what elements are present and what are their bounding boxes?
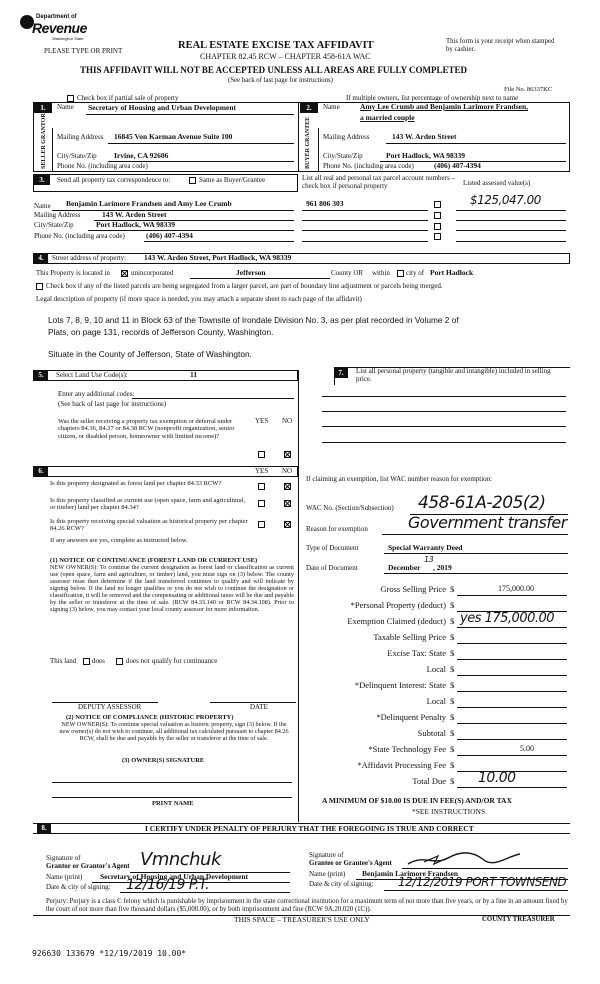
county-treasurer: COUNTY TREASURER: [482, 916, 555, 923]
form-chapter: CHAPTER 82.45 RCW – CHAPTER 458-61A WAC: [200, 52, 371, 61]
additional-codes-line: [132, 398, 294, 399]
personal-property-label: List all personal property (tangible and intangible) included in selling price.: [356, 367, 551, 383]
corr-phone-line: [144, 241, 294, 242]
current-use-question: Is this property classified as current use (open space, farm and agricultural, or timber) land per chapter 84.34?: [50, 497, 246, 512]
please-type: PLEASE TYPE OR PRINT: [44, 47, 123, 55]
parcel-number[interactable]: 961 806 303: [306, 199, 344, 208]
left-column-border: [298, 370, 299, 822]
buyer-address[interactable]: 143 W. Arden Street: [392, 132, 457, 141]
seller-name-label: Name: [57, 103, 74, 111]
logo-state: Washington State: [52, 36, 84, 41]
corr-phone[interactable]: (406) 407-4394: [146, 231, 193, 240]
wac-value[interactable]: 458-61A-205(2): [418, 493, 546, 513]
county-line: [190, 278, 330, 279]
grantor-name-label: Name (print): [46, 873, 83, 881]
owner-signature-label: (3) OWNER(S) SIGNATURE: [122, 757, 205, 764]
section-7-number: 7.: [334, 368, 348, 378]
partial-sale-checkbox[interactable]: [67, 95, 74, 102]
tax-row-line: [457, 691, 567, 692]
land-use-no: NO: [282, 417, 293, 425]
section-4-number: 4.: [34, 253, 48, 263]
notice-compliance-title: (2) NOTICE OF COMPLIANCE (HISTORIC PROPERTY): [66, 714, 234, 721]
buyer-city[interactable]: Port Hadlock, WA 98339: [386, 151, 466, 160]
grantor-name[interactable]: Secretary of Housing and Urban Development: [100, 872, 248, 881]
tax-row: [300, 611, 570, 632]
partial-sale-label: Check box if partial sale of property: [77, 94, 179, 102]
tax-row-value[interactable]: 10.00: [478, 770, 516, 786]
assessed-line-1: [456, 210, 566, 211]
buyer-phone-label: Phone No. (including area code): [323, 162, 414, 170]
owner-signature-line-2: [52, 797, 292, 798]
section-2-number: 2.: [300, 103, 318, 113]
tax-row-dollar: $: [450, 696, 455, 706]
section-6-yes: YES: [255, 467, 269, 475]
section-3-number: 3.: [34, 175, 50, 185]
wac-label: WAC No. (Section/Subsection): [306, 504, 394, 512]
assessor-date: DATE: [250, 703, 268, 711]
continuance-does-not-checkbox[interactable]: [116, 658, 123, 665]
notice-continuance-body: NEW OWNER(S): To continue the current designation as forest land or classification as current use (open space, farm and agriculture, or timber) land, you must sign on (3) below. The county assessor must then determine if the land transferred continues to qualify and will indicate by signing below. If the land no longer qualifies or you do not wish to continue the designation or classification, it will be removed and the compensating or additional taxes will be due and payable by the seller or transferor at the time of sale. (RCW 84.33.140 or RCW 84.34.108). Prior to signing (3) below, you may contact your local county assessor for more information.: [50, 564, 294, 613]
tax-row-label: Local: [426, 696, 446, 706]
tax-row-value[interactable]: 175,000.00: [498, 584, 534, 593]
tax-row-dollar: $: [450, 680, 455, 690]
buyer-phone[interactable]: (406) 407-4394: [434, 161, 481, 170]
tax-row-dollar: $: [450, 776, 455, 786]
continuance-does-not-label: does not: [126, 657, 150, 665]
corr-city-label: City/State/Zip: [34, 221, 74, 229]
tax-row-line: [457, 723, 567, 724]
doc-date-prefix[interactable]: December: [388, 563, 421, 572]
tax-exemption-yes-checkbox[interactable]: [258, 451, 265, 458]
tax-row: [300, 632, 570, 648]
city-of-checkbox[interactable]: [397, 270, 404, 277]
legal-line-3[interactable]: Situate in the County of Jefferson, State of Washington.: [48, 349, 252, 359]
qualify-label: qualify for continuance: [152, 657, 218, 665]
tax-row-line: [457, 643, 567, 644]
historic-question: Is this property receiving special valuation as historical property per chapter 84.26 RCW?: [50, 518, 248, 533]
tax-row-dollar: $: [450, 616, 455, 626]
buyer-side-line: [318, 128, 319, 172]
parcel-line-2: [302, 220, 428, 221]
land-use-label: Select Land Use Code(s):: [56, 371, 128, 379]
doc-type-label: Type of Document: [306, 544, 359, 552]
buyer-name-label: Name: [323, 103, 340, 111]
exemption-claim-label: If claiming an exemption, list WAC number reason for exemption:: [306, 475, 493, 483]
forest-yes-checkbox[interactable]: [258, 483, 265, 490]
grantor-date-label: Date & city of signing:: [46, 883, 111, 891]
doc-date-label: Date of Document: [306, 564, 358, 572]
tax-row-label: *Affidavit Processing Fee: [357, 760, 446, 770]
grantee-name-label: Name (print): [309, 870, 346, 878]
tax-row-line: [457, 675, 567, 676]
tax-row: [300, 728, 570, 744]
grantee-agent-label: Grantee or Grantee's Agent: [309, 859, 392, 867]
grantee-sig-label: Signature of: [309, 851, 344, 859]
reason-value[interactable]: Government transfer: [408, 513, 567, 532]
tax-row-label: *Delinquent Interest: State: [354, 680, 446, 690]
tax-row: [300, 696, 570, 712]
tax-row-line: [457, 755, 567, 756]
tax-row-dollar: $: [450, 760, 455, 770]
buyer-address-label: Mailing Address: [323, 133, 370, 141]
tax-row-dollar: $: [450, 584, 455, 594]
tax-row-label: Taxable Selling Price: [373, 632, 446, 642]
print-name-label: PRINT NAME: [152, 800, 194, 807]
buyer-address-line: [386, 143, 566, 144]
within-label: within: [372, 269, 390, 277]
seller-side-label: [52, 128, 53, 172]
doc-type-line: [384, 553, 568, 554]
continuance-does-checkbox[interactable]: [83, 658, 90, 665]
current-use-yes-checkbox[interactable]: [258, 500, 265, 507]
assessed-line-3: [456, 230, 566, 231]
historic-no-checkbox[interactable]: [284, 521, 291, 528]
minimum-fee-note: A MINIMUM OF $10.00 IS DUE IN FEE(S) AND/OR TAX: [322, 796, 512, 805]
cashier-stamp: 926630 133679 *12/19/2019 10.00*: [32, 949, 187, 958]
correspondence-label: Send all property tax correspondence to:: [57, 176, 171, 184]
tax-row: [300, 680, 570, 696]
land-use-yes: YES: [255, 417, 269, 425]
seller-side-text: SELLER GRANTOR: [41, 113, 47, 169]
tax-row-label: Local: [426, 664, 446, 674]
personal-property-checkbox-2[interactable]: [434, 212, 441, 219]
tax-exemption-no-checkbox[interactable]: [284, 451, 291, 458]
tax-row-label: Total Due: [412, 776, 446, 786]
tax-row-line: [457, 659, 567, 660]
personal-property-checkbox-4[interactable]: [434, 233, 441, 240]
see-instructions: *SEE INSTRUCTIONS: [412, 807, 486, 816]
grantee-date[interactable]: 12/12/2019 PORT TOWNSEND: [398, 875, 567, 889]
forest-no-checkbox[interactable]: [284, 483, 291, 490]
reason-label: Reason for exemption: [306, 525, 368, 533]
see-back: (See back of last page for instructions): [228, 77, 333, 84]
grantee-name[interactable]: Benjamin Larimore Frandsen: [362, 869, 459, 878]
tax-row-value[interactable]: yes 175,000.00: [460, 611, 555, 626]
legal-line-1[interactable]: Lots 7, 8, 9, 10 and 11 in Block 63 of the Townsite of Irondale Division No. 3, as per plat recorded in Volume 2 of: [48, 315, 459, 325]
deputy-assessor: DEPUTY ASSESSOR: [78, 703, 142, 711]
grantor-date-line: [120, 892, 290, 893]
form-title: REAL ESTATE EXCISE TAX AFFIDAVIT: [178, 40, 374, 51]
reason-line: [382, 534, 568, 535]
seller-phone-label: Phone No. (including area code): [57, 162, 148, 170]
corr-name[interactable]: Benjamin Larimore Frandsen and Amy Lee Crumb: [66, 199, 232, 208]
perjury-note: Perjury: Perjury is a class C felony which is punishable by imprisonment in the state correctional institution for a maximum term of not more than five years, or by a fine in an amount fixed by the court of not more than five thousand dollars ($5,000.00), or by both imprisonment and fine (RCW 9A.20.020 (1C)).: [46, 898, 568, 913]
corr-address[interactable]: 143 W. Arden Street: [102, 210, 167, 219]
tax-row: [300, 760, 570, 776]
personal-property-checkbox-1[interactable]: [434, 201, 441, 208]
grantee-date-label: Date & city of signing:: [309, 880, 374, 888]
grantor-date[interactable]: 12/16/19 P.T.: [126, 877, 210, 893]
buyer-side-text: BUYER GRANTEE: [305, 116, 311, 169]
personal-line-4: [322, 442, 566, 443]
corr-city[interactable]: Port Hadlock, WA 98339: [96, 220, 176, 229]
corr-address-label: Mailing Address: [34, 211, 81, 219]
tax-row: [300, 664, 570, 680]
grantor-sig-label: Signature of: [46, 854, 81, 862]
grantee-signature[interactable]: [404, 850, 524, 868]
land-use-see-back: (See back of last page for instructions): [58, 400, 167, 408]
tax-row-line: [457, 595, 567, 596]
seller-address[interactable]: 16845 Von Karman Avenue Suite 100: [114, 132, 233, 141]
tax-row-line: [457, 739, 567, 740]
doc-date-day[interactable]: 13: [424, 555, 434, 564]
legal-line-2[interactable]: Plats, on page 131, records of Jefferson County, Washington.: [48, 327, 274, 337]
seller-address-line: [108, 143, 294, 144]
seller-name[interactable]: Secretary of Housing and Urban Development: [88, 103, 236, 112]
forest-land-question: Is this property designated as forest land per chapter 84.33 RCW?: [50, 480, 222, 487]
receipt-note: This form is your receipt when stamped by cashier.: [446, 38, 555, 53]
tax-row-line: [457, 627, 567, 628]
parcel-line-3: [302, 230, 428, 231]
property-street[interactable]: 143 W. Arden Street, Port Hadlock, WA 98339: [144, 253, 292, 262]
corr-name-line: [52, 210, 294, 211]
logo-dept: Department of: [36, 14, 77, 20]
corr-phone-label: Phone No. (including area code): [34, 232, 125, 240]
tax-row-dollar: $: [450, 664, 455, 674]
logo-word: Revenue: [32, 20, 87, 36]
tax-row-label: Gross Selling Price: [380, 584, 446, 594]
legal-label: Legal description of property (if more space is needed, you may attach a separate sheet to each page of the affidavit): [36, 295, 362, 303]
continuance-does-label: does: [92, 657, 105, 665]
seller-phone-line: [160, 171, 294, 172]
tax-row-label: *Delinquent Penalty: [376, 712, 446, 722]
this-land-label: This land: [50, 657, 77, 665]
seller-city[interactable]: Irvine, CA 92606: [114, 151, 169, 160]
personal-line-3: [322, 426, 566, 427]
tax-row-label: Exemption Claimed (deduct): [347, 616, 446, 626]
notice-continuance-title: (1) NOTICE OF CONTINUANCE (FOREST LAND OR CURRENT USE): [50, 557, 258, 564]
parcel-line-4: [302, 241, 428, 242]
doc-date-line: [384, 573, 568, 574]
same-as-buyer-checkbox[interactable]: [189, 177, 196, 184]
tax-row-label: Excise Tax: State: [387, 648, 446, 658]
assessed-label: Listed assessed value(s): [463, 179, 531, 187]
city-of-label: city of: [406, 269, 425, 277]
tax-row-label: *Personal Property (deduct): [350, 600, 446, 610]
tax-row-line: [457, 787, 567, 788]
file-no: File No. 86337KC: [504, 86, 553, 93]
tax-row: [300, 584, 570, 600]
same-as-buyer-label: Same as Buyer/Grantee: [199, 176, 266, 184]
section-5-number: 5.: [34, 370, 48, 380]
notice-compliance-body: NEW OWNER(S): To continue special valuation as historic property, sign (3) below. If the new owner(s) do not wish to continue, all additional tax calculated pursuant to chapter 84.26 RCW, shall be due and payable by the seller or transferor at the time of sale.: [59, 721, 289, 742]
dor-logo: [20, 12, 110, 42]
tax-row-dollar: $: [450, 728, 455, 738]
unincorporated-label: unincorporated: [131, 269, 174, 277]
seller-city-label: City/State/Zip: [57, 152, 97, 160]
tax-row-line: [457, 707, 567, 708]
assessed-line-2: [456, 220, 566, 221]
additional-codes-label: Enter any additional codes:: [58, 390, 135, 398]
multiple-owners-label: If multiple owners, list percentage of ownership next to name: [346, 94, 519, 102]
tax-row-dollar: $: [450, 744, 455, 754]
buyer-city-label: City/State/Zip: [323, 152, 363, 160]
tax-row-label: Subtotal: [417, 728, 446, 738]
doc-type[interactable]: Special Warranty Deed: [388, 543, 463, 552]
section-1-2-divider: [298, 102, 299, 172]
assessed-line-4: [456, 241, 566, 242]
seller-name-line: [86, 114, 294, 115]
tax-row-dollar: $: [450, 648, 455, 658]
tax-row: [300, 770, 570, 792]
personal-line-2: [322, 411, 566, 412]
county-or: County OR: [331, 269, 364, 277]
current-use-no-checkbox[interactable]: [284, 500, 291, 507]
segregated-label: Check box if any of the listed parcels are being segregated from a larger parcel, are part of boundary line adjustment or parcels being merged.: [46, 282, 443, 290]
tax-row-value[interactable]: 5.00: [520, 744, 534, 753]
corr-name-label: Name: [34, 202, 51, 210]
tax-table: [300, 584, 570, 804]
grantor-agent-label: Grantor or Grantor's Agent: [46, 862, 130, 870]
grantor-signature[interactable]: Vmnchuk: [140, 849, 221, 870]
tax-row-dollar: $: [450, 712, 455, 722]
section-1-number: 1.: [34, 103, 52, 113]
tax-row-dollar: $: [450, 600, 455, 610]
treasurer-space: THIS SPACE – TREASURER'S USE ONLY: [234, 915, 370, 924]
certify-statement: I CERTIFY UNDER PENALTY OF PERJURY THAT THE FOREGOING IS TRUE AND CORRECT: [145, 824, 474, 833]
buyer-name-line2[interactable]: a married couple: [360, 113, 415, 122]
unincorporated-checkbox[interactable]: [121, 270, 128, 277]
tax-row: [300, 712, 570, 728]
tax-row: [300, 744, 570, 760]
tax-row-label: *State Technology Fee: [368, 744, 446, 754]
property-county[interactable]: Jefferson: [236, 268, 266, 277]
buyer-name-line1[interactable]: Amy Lee Crumb and Benjamin Larimore Frandsen,: [360, 102, 528, 111]
tax-row: [300, 648, 570, 664]
doc-date-suffix[interactable]: , 2019: [433, 563, 452, 572]
section-6-no: NO: [282, 467, 293, 475]
property-city[interactable]: Port Hadlock: [430, 268, 474, 277]
section-8-number: 8.: [37, 823, 51, 833]
any-yes-note: If any answers are yes, complete as instructed below.: [50, 537, 188, 544]
owner-signature-line-1: [52, 782, 292, 783]
exemption-question: Was the seller receiving a property tax exemption or deferral under chapters 84.36, 84.37 or 84.38 RCW (nonprofit organization, senior citizen, or disabled person, homeowner with limited income)?: [58, 418, 235, 440]
seller-address-label: Mailing Address: [57, 133, 104, 141]
grantee-date-line: [384, 890, 568, 891]
historic-yes-checkbox[interactable]: [258, 521, 265, 528]
parcel-label: List all real and personal tax parcel account numbers – check box if personal property: [302, 174, 455, 190]
form-warning: THIS AFFIDAVIT WILL NOT BE ACCEPTED UNLESS ALL AREAS ARE FULLY COMPLETED: [80, 65, 468, 75]
personal-property-checkbox-3[interactable]: [434, 223, 441, 230]
section-6-number: 6.: [34, 466, 48, 476]
personal-line-1: [322, 396, 566, 397]
land-use-code[interactable]: 11: [190, 370, 198, 379]
street-label: Street address of property:: [52, 254, 127, 262]
assessed-value[interactable]: $125,047.00: [470, 193, 541, 207]
located-label: This Property is located in: [36, 269, 110, 277]
tax-row-dollar: $: [450, 632, 455, 642]
segregated-checkbox[interactable]: [36, 283, 43, 290]
parcel-line-1: [302, 210, 428, 211]
